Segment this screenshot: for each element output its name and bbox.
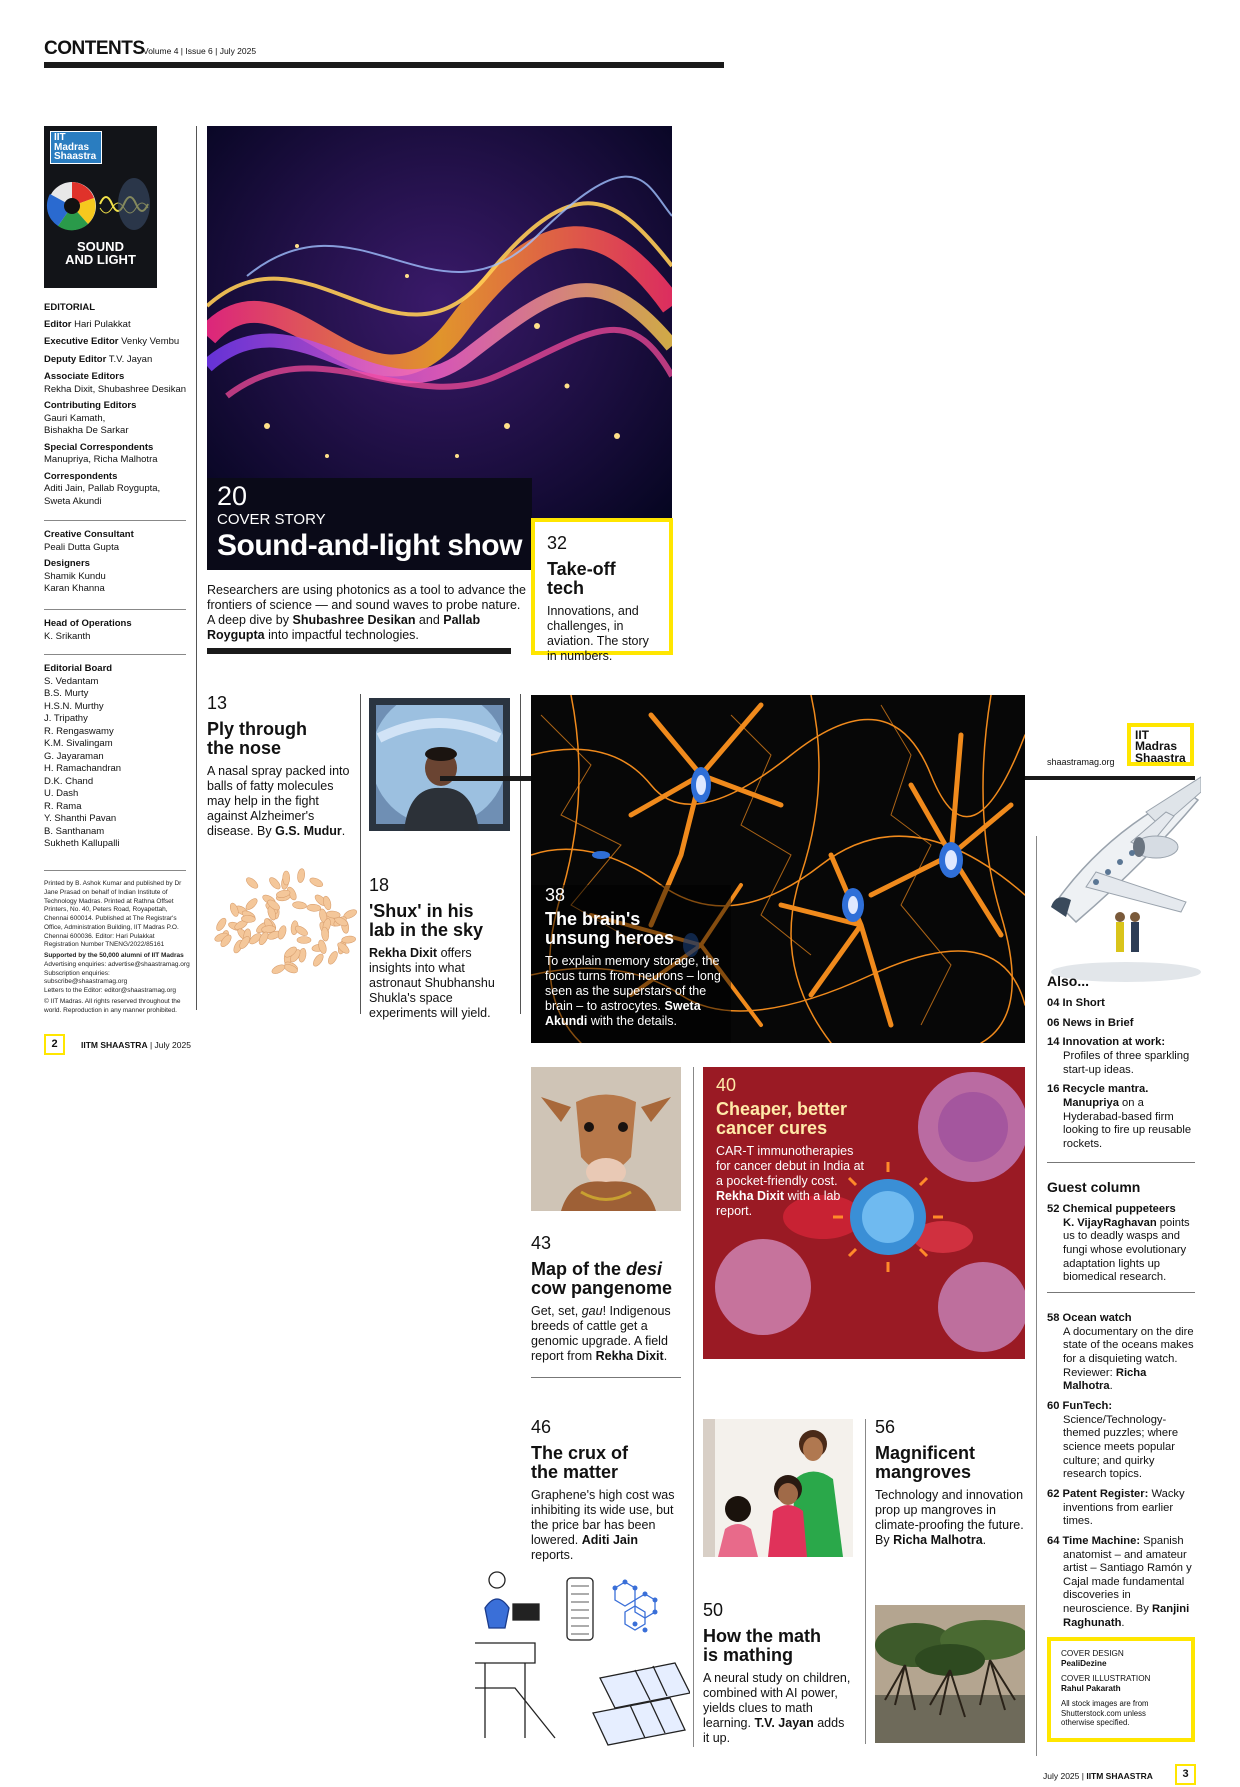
item-60[interactable]: 60 FunTech: Science/Technology-themed puzzles; where science meets popular culture; and quirky research topics.	[1047, 1399, 1179, 1481]
nanoparticle	[245, 876, 260, 890]
masthead-editorial: EDITORIAL Editor Hari Pulakkat Executive Editor Venky Vembu Deputy Editor T.V. Jayan Associate Editors Rekha Dixit, Shubashree Desikan Contributing Editors Gauri Kamath, Bishakha De Sarkar Special Correspondents Manupriya, Richa Malhotra Correspondents Aditi Jain, Pallab Roygupta, Sweta Akundi	[44, 302, 187, 507]
cover-story-desc: Researchers are using photonics as a tool to advance the frontiers of science — and sound waves to probe nature. A deep dive by Shubashree Desikan and Pallab Roygupta into impactful technologies.	[207, 583, 526, 642]
also-item-06[interactable]: 06 News in Brief	[1047, 1016, 1134, 1029]
board-member: K.M. Sivalingam	[44, 738, 113, 750]
issue-info: Volume 4 | Issue 6 | July 2025	[143, 46, 257, 56]
column-divider	[1036, 836, 1037, 1756]
masthead-rule	[44, 520, 186, 521]
cover-story-kicker: COVER STORY	[217, 511, 326, 528]
board-member: H. Ramachandran	[44, 763, 122, 775]
board-member: B.S. Murty	[44, 688, 89, 700]
astronaut-photo[interactable]	[369, 698, 510, 831]
column-divider	[520, 694, 521, 1014]
cover-story-page: 20	[217, 481, 248, 511]
brain-article[interactable]: 38 The brain's unsung heroes To explain memory storage, the focus turns from neurons – long seen as the superstars of the brain – to astrocytes. Sweta Akundi with the details.	[545, 885, 721, 1028]
nanoparticle	[292, 901, 307, 909]
children-art	[703, 1419, 853, 1557]
graphene-illustration	[475, 1568, 690, 1748]
page-number-left: 2	[44, 1034, 65, 1055]
nanoparticle	[326, 950, 339, 966]
cow-article[interactable]: 43 Map of the desi cow pangenome Get, set, gau! Indigenous breeds of cattle get a genomic upgrade. A field report from Rekha Dixit.	[531, 1233, 673, 1363]
board-member: D.K. Chand	[44, 775, 94, 787]
cow-art	[531, 1067, 681, 1211]
children-photo[interactable]	[703, 1419, 853, 1557]
page-number-right: 3	[1175, 1764, 1196, 1785]
board-member: S. Vedantam	[44, 675, 99, 687]
masthead-rule	[44, 609, 186, 610]
cover-logo: IIT Madras Shaastra	[50, 131, 102, 164]
masthead-design: Creative Consultant Peali Dutta Gupta Designers Shamik Kundu Karan Khanna	[44, 529, 134, 595]
nanoparticle	[308, 876, 324, 888]
nanoparticle	[283, 871, 290, 885]
section-rule	[1047, 1162, 1195, 1163]
board-member: R. Rengaswamy	[44, 725, 114, 737]
contents-title: CONTENTS	[44, 38, 145, 59]
header-rule	[44, 62, 724, 68]
nanoparticle	[268, 876, 283, 891]
astronaut-art	[369, 698, 510, 831]
cover-title: SOUND AND LIGHT	[65, 239, 136, 267]
nanoparticle	[229, 902, 240, 918]
column-divider	[865, 1419, 866, 1744]
website-url[interactable]: shaastramag.org	[1047, 757, 1115, 767]
cover-thumbnail[interactable]	[44, 126, 157, 288]
board-member: U. Dash	[44, 788, 79, 800]
masthead-ops: Head of Operations K. Srikanth	[44, 618, 132, 642]
also-section: Also... 04 In Short 06 News in Brief 14 Innovation at work: Profiles of three sparkling start-up ideas. 16 Recycle mantra. Manupriya on a Hyderabad-based firm looking to fire up reusable rockets.	[1047, 973, 1197, 1152]
shaastra-logo[interactable]: IIT Madras Shaastra	[1127, 723, 1194, 766]
guest-item-52[interactable]: 52 Chemical puppeteers K. VijayRaghavan points us to deadly wasps and fungi whose evolutionary adaptation lights up biomedical research.	[1047, 1203, 1190, 1284]
column-divider	[360, 694, 361, 1014]
item-64[interactable]: 64 Time Machine: Spanish anatomist – and amateur artist – Santiago Ramón y Cajal made fundamental discoveries in neuroscience. By Ranjini Raghunath.	[1047, 1534, 1192, 1629]
item-58[interactable]: 58 Ocean watch A documentary on the dire state of the oceans makes for a disquieting watch. Reviewer: Richa Malhotra.	[1047, 1312, 1194, 1393]
mangroves-art	[875, 1605, 1025, 1743]
board-member: G. Jayaraman	[44, 750, 104, 762]
connector-bar	[440, 776, 532, 781]
nanoparticles-illustration	[198, 862, 358, 982]
airplane-illustration	[1036, 772, 1201, 982]
shux-article[interactable]: 18 'Shux' in his lab in the sky Rekha Dixit offers insights into what astronaut Shubhanshu Shukla's space experiments will yield.	[369, 875, 495, 1020]
also-item-04[interactable]: 04 In Short	[1047, 997, 1105, 1009]
editorial-board: Editorial Board S. Vedantam B.S. Murty H.S.N. Murthy J. Tripathy R. Rengaswamy K.M. Sivalingam G. Jayaraman H. Ramachandran D.K. Chand U. Dash R. Rama Y. Shanthi Pavan B. Santhanam Sukheth Kallupalli	[44, 663, 189, 851]
column-divider	[196, 126, 197, 1010]
board-member: Y. Shanthi Pavan	[44, 813, 117, 825]
ply-article[interactable]: 13 Ply through the nose A nasal spray packed into balls of fatty molecules may help in the fight against Alzheimer's disease. By G.S. Mudur.	[207, 693, 350, 838]
board-member: B. Santhanam	[44, 825, 105, 837]
footer-left: IITM SHAASTRA | July 2025	[81, 1040, 191, 1050]
board-member: R. Rama	[44, 800, 82, 812]
footer-right: July 2025 | IITM SHAASTRA	[1043, 1771, 1153, 1781]
nanoparticle	[244, 897, 259, 912]
nanoparticle	[297, 937, 311, 944]
nanoparticle	[311, 952, 325, 967]
section-rule	[1047, 1292, 1195, 1293]
masthead-rule	[44, 870, 186, 871]
nanoparticle	[317, 939, 328, 954]
nanoparticle	[271, 963, 287, 975]
cover-story-rule	[207, 648, 511, 654]
cow-photo[interactable]	[531, 1067, 681, 1211]
column-divider	[693, 1067, 694, 1747]
board-member: H.S.N. Murthy	[44, 700, 104, 712]
also-item-16[interactable]: 16 Recycle mantra. Manupriya on a Hyderabad-based firm looking to fire up reusable rockets.	[1047, 1083, 1192, 1150]
imprint: Printed by B. Ashok Kumar and published by Dr Jane Prasad on behalf of Indian Institute of Technology Madras. Printed at Rathna Offset Printers, No. 40, Peters Road, Royapettah, Chennai 600014. Published at The Registrar's Office, Administration Building, IIT Madras P.O. Chennai 600036. Editor: Hari Pulakkat Registration Number TNENG/2022/85161 Supported by the 50,000 alumni of IIT Madras Advertising enquiries: advertise@shaastramag.org Subscription enquiries: subscribe@shaastramag.org Letters to the Editor: editor@shaastramag.org © IIT Madras. All rights reserved throughout the world. Reproduction in any manner prohibited.	[44, 880, 190, 1014]
takeoff-tech-box[interactable]: 32 Take-off tech Innovations, and challenges, in aviation. The story in numbers.	[531, 518, 673, 655]
guest-column: Guest column 52 Chemical puppeteers K. VijayRaghavan points us to deadly wasps and fungi whose evolutionary adaptation lights up biomedical research.	[1047, 1179, 1197, 1285]
nanoparticle	[341, 935, 356, 943]
nanoparticle	[297, 868, 306, 883]
cover-story-title[interactable]: Sound-and-light show	[217, 529, 522, 562]
item-62[interactable]: 62 Patent Register: Wacky inventions from earlier times.	[1047, 1487, 1185, 1528]
nanoparticle	[277, 925, 288, 940]
masthead-rule	[44, 654, 186, 655]
cover-credits: COVER DESIGN PealiDezine COVER ILLUSTRATION Rahul Pakarath All stock images are from Shutterstock.com unless otherwise specified.	[1047, 1637, 1195, 1742]
more-section	[1047, 1312, 1197, 1630]
nanoparticle	[215, 917, 228, 933]
crux-article[interactable]: 46 The crux of the matter Graphene's high cost was inhibiting its wide use, but the price bar has been lowered. Aditi Jain reports.	[531, 1417, 675, 1562]
mangroves-article[interactable]: 56 Magnificent mangroves Technology and innovation prop up mangroves in climate-proofing the future. By Richa Malhotra.	[875, 1417, 1024, 1547]
board-member: J. Tripathy	[44, 713, 88, 725]
mangroves-photo[interactable]	[875, 1605, 1025, 1743]
cancer-article[interactable]: 40 Cheaper, better cancer cures CAR-T immunotherapies for cancer debut in India at a pocket-friendly cost. Rekha Dixit with a lab report.	[716, 1075, 865, 1218]
section-rule	[531, 1377, 681, 1378]
board-member: Sukheth Kallupalli	[44, 838, 120, 850]
also-item-14[interactable]: 14 Innovation at work: Profiles of three sparkling start-up ideas.	[1047, 1036, 1190, 1076]
nanoparticle	[307, 904, 321, 912]
math-article[interactable]: 50 How the math is mathing A neural study on children, combined with AI power, yields clues to math learning. T.V. Jayan adds it up.	[703, 1600, 851, 1745]
